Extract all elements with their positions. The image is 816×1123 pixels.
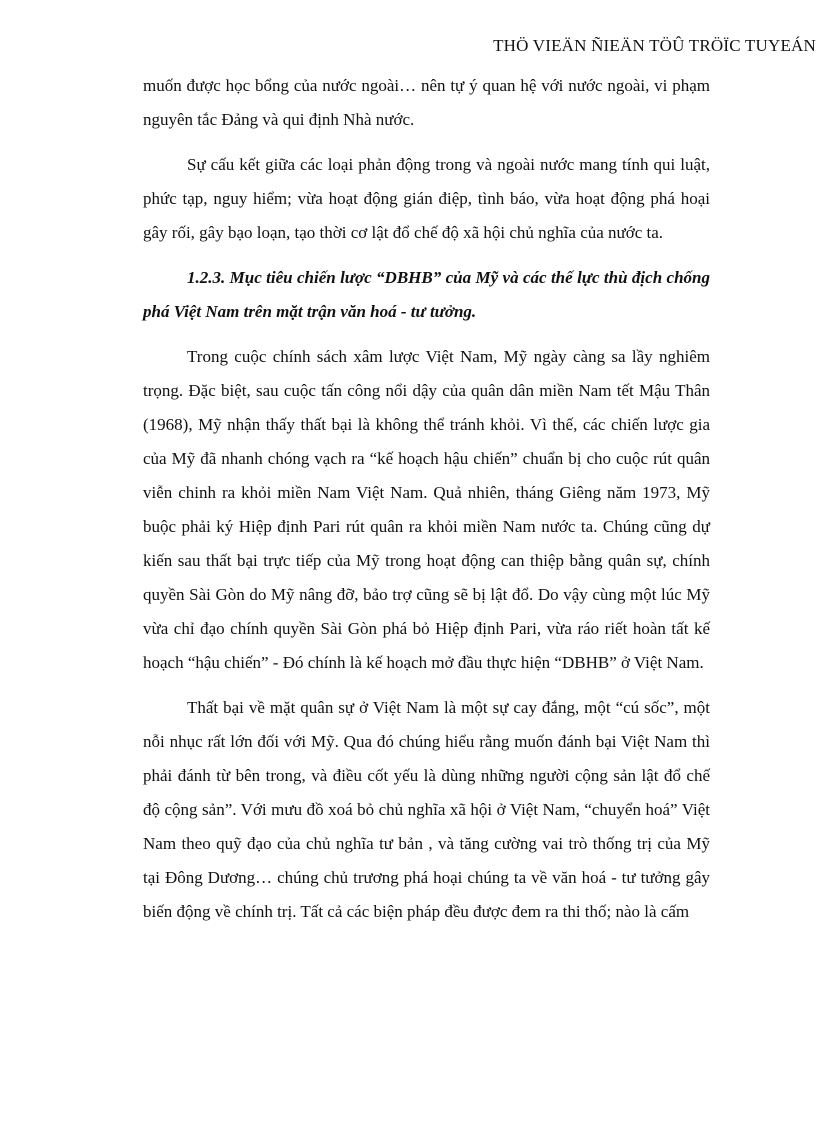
paragraph-collusion: Sự cấu kết giữa các loại phản động trong và ngoài nước mang tính qui luật, phức tạp, nguy hiểm; vừa hoạt động gián điệp, tình báo, vừa hoạt động phá hoại gây rối, gây bạo loạn, tạo thời cơ lật đổ chế độ xã hội chủ nghĩa của nước ta. [143, 155, 710, 242]
section-heading-1-2-3: 1.2.3. Mục tiêu chiến lược “DBHB” của Mỹ và các thế lực thù địch chống phá Việt Nam trên mặt trận văn hoá - tư tưởng. [143, 268, 710, 321]
paragraph-military-defeat: Thất bại về mặt quân sự ở Việt Nam là một sự cay đắng, một “cú sốc”, một nỗi nhục rất lớn đối với Mỹ. Qua đó chúng hiểu rằng muốn đánh bại Việt Nam thì phải đánh từ bên trong, và điều cốt yếu là dùng những người cộng sản lật đổ chế độ cộng sản”. Với mưu đồ xoá bỏ chủ nghĩa xã hội ở Việt Nam, “chuyển hoá” Việt Nam theo quỹ đạo của chủ nghĩa tư bản , và tăng cường vai trò thống trị của Mỹ tại Đông Dương… chúng chủ trương phá hoại chúng ta về văn hoá - tư tưởng gây biến động về chính trị. Tất cả các biện pháp đều được đem ra thi thố; nào là cấm [143, 698, 710, 921]
paragraph-continuation: muốn được học bổng của nước ngoài… nên tự ý quan hệ với nước ngoài, vi phạm nguyên tắc Đảng và qui định Nhà nước. [143, 76, 710, 129]
document-body [143, 69, 710, 929]
page-header: THÖ VIEÄN ÑIEÄN TÖÛ TRÖÏC TUYEÁN [493, 36, 816, 55]
paragraph-vietnam-war: Trong cuộc chính sách xâm lược Việt Nam, Mỹ ngày càng sa lầy nghiêm trọng. Đặc biệt, sau cuộc tấn công nổi dậy của quân dân miền Nam tết Mậu Thân (1968), Mỹ nhận thấy thất bại là không thể tránh khỏi. Vì thế, các chiến lược gia của Mỹ đã nhanh chóng vạch ra “kế hoạch hậu chiến” chuẩn bị cho cuộc rút quân viễn chinh ra khỏi miền Nam Việt Nam. Quả nhiên, tháng Giêng năm 1973, Mỹ buộc phải ký Hiệp định Pari rút quân ra khỏi miền Nam nước ta. Chúng cũng dự kiến sau thất bại trực tiếp của Mỹ trong hoạt động can thiệp bằng quân sự, chính quyền Sài Gòn do Mỹ nâng đỡ, bảo trợ cũng sẽ bị lật đổ. Do vậy cùng một lúc Mỹ vừa chỉ đạo chính quyền Sài Gòn phá bỏ Hiệp định Pari, vừa ráo riết hoàn tất kế hoạch “hậu chiến” - Đó chính là kế hoạch mở đầu thực hiện “DBHB” ở Việt Nam. [143, 347, 710, 672]
